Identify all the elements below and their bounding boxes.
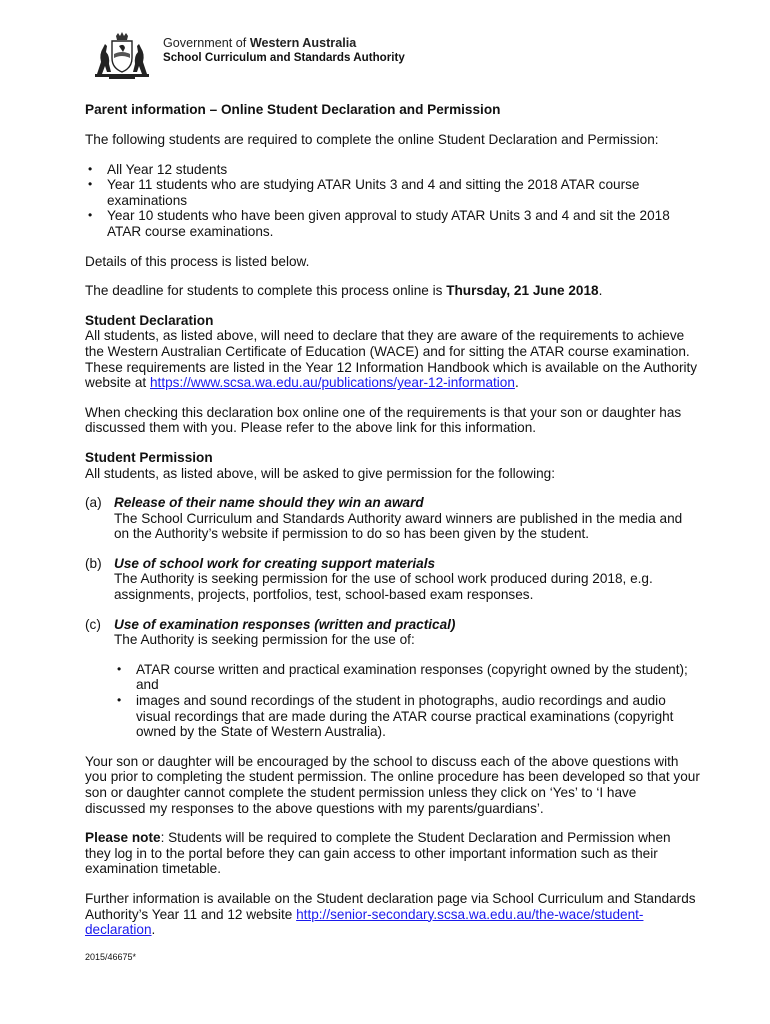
- page-title: Parent information – Online Student Declaration and Permission: [85, 102, 501, 117]
- examination-use-list: [114, 662, 700, 740]
- please-note-paragraph: Please note: Students will be required to complete the Student Declaration and Permission when they log in to the portal before they can gain access to other important information such as their examination timetable.: [85, 830, 671, 877]
- bullet-icon: •: [117, 693, 122, 708]
- permission-item-b: [85, 556, 700, 603]
- item-title: Use of school work for creating support materials: [114, 555, 436, 571]
- item-title: Release of their name should they win an award: [114, 495, 424, 511]
- further-info-paragraph: Further information is available on the Student declaration page via School Curriculum and Standards Authority’s Year 11 and 12 website http://senior-secondary.scsa.wa.edu.au/the-wace/student-declaration.: [85, 890, 696, 938]
- bullet-icon: •: [117, 661, 122, 676]
- bullet-icon: •: [88, 161, 93, 176]
- document-reference: 2015/46675*: [85, 951, 137, 962]
- item-text: The Authority is seeking permission for the use of:: [114, 632, 415, 648]
- student-declaration-link[interactable]: http://senior-secondary.scsa.wa.edu.au/the-wace/student-declaration: [85, 906, 644, 938]
- authority-line: School Curriculum and Standards Authority: [163, 51, 405, 64]
- permission-item-c: [85, 617, 700, 740]
- wa-coat-of-arms-icon: [91, 32, 153, 80]
- permission-heading: Student Permission: [85, 449, 213, 465]
- encouragement-paragraph: Your son or daughter will be encouraged by the school to discuss each of the above questions with you prior to completing the student permission. The online procedure has been developed so that your son or daughter cannot complete the student permission unless they click on ‘Yes’ to ‘I have discussed my responses to the above questions with my parents/guardians’.: [85, 753, 700, 816]
- declaration-note: When checking this declaration box online one of the requirements is that your son or daughter has discussed them with you. Please refer to the above link for this information.: [85, 404, 682, 436]
- deadline-date: Thursday, 21 June 2018: [446, 283, 599, 299]
- list-item: • All Year 12 students: [88, 161, 228, 177]
- letterhead: [91, 30, 511, 82]
- declaration-heading: Student Declaration: [85, 312, 214, 328]
- agency-name: [163, 36, 405, 65]
- permission-intro: All students, as listed above, will be asked to give permission for the following:: [85, 465, 555, 481]
- government-line: Government of Western Australia: [163, 36, 357, 50]
- document-body: [85, 102, 700, 963]
- item-label: (b): [85, 555, 102, 571]
- intro-paragraph: The following students are required to complete the online Student Declaration and Permission:: [85, 132, 659, 147]
- bullet-icon: •: [88, 208, 93, 223]
- permission-item-a: [85, 495, 700, 542]
- list-item: • Year 10 students who have been given approval to study ATAR Units 3 and 4 and sit the 2018 ATAR course examinations.: [88, 208, 670, 239]
- details-paragraph: Details of this process is listed below.: [85, 253, 310, 269]
- list-item: • Year 11 students who are studying ATAR Units 3 and 4 and sitting the 2018 ATAR course examinations: [88, 177, 640, 208]
- item-text: The Authority is seeking permission for the use of school work produced during 2018, e.g. assignments, projects, portfolios, test, school-based exam responses.: [114, 571, 653, 603]
- bullet-icon: •: [88, 177, 93, 192]
- item-label: (a): [85, 495, 102, 511]
- list-item: • images and sound recordings of the student in photographs, audio recordings and audio visual recordings that are made during the ATAR course practical examinations (copyright owned by the State of Western Australia).: [117, 693, 674, 740]
- declaration-paragraph: All students, as listed above, will need to declare that they are aware of the requirements to achieve the Western Australian Certificate of Education (WACE) and for sitting the ATAR course examination. These requirements are listed in the Year 12 Information Handbook which is available on the Authority website at https://www.scsa.wa.edu.au/publications/year-12-information.: [85, 328, 698, 391]
- item-label: (c): [85, 616, 101, 632]
- student-list: [85, 162, 700, 240]
- item-text: The School Curriculum and Standards Authority award winners are published in the media and on the Authority’s website if permission to do so has been given by the student.: [114, 510, 683, 542]
- list-item: • ATAR course written and practical examination responses (copyright owned by the student); and: [117, 661, 688, 693]
- handbook-link[interactable]: https://www.scsa.wa.edu.au/publications/year-12-information: [149, 375, 515, 391]
- item-title: Use of examination responses (written and practical): [114, 616, 456, 632]
- deadline-paragraph: The deadline for students to complete this process online is Thursday, 21 June 2018.: [85, 283, 603, 299]
